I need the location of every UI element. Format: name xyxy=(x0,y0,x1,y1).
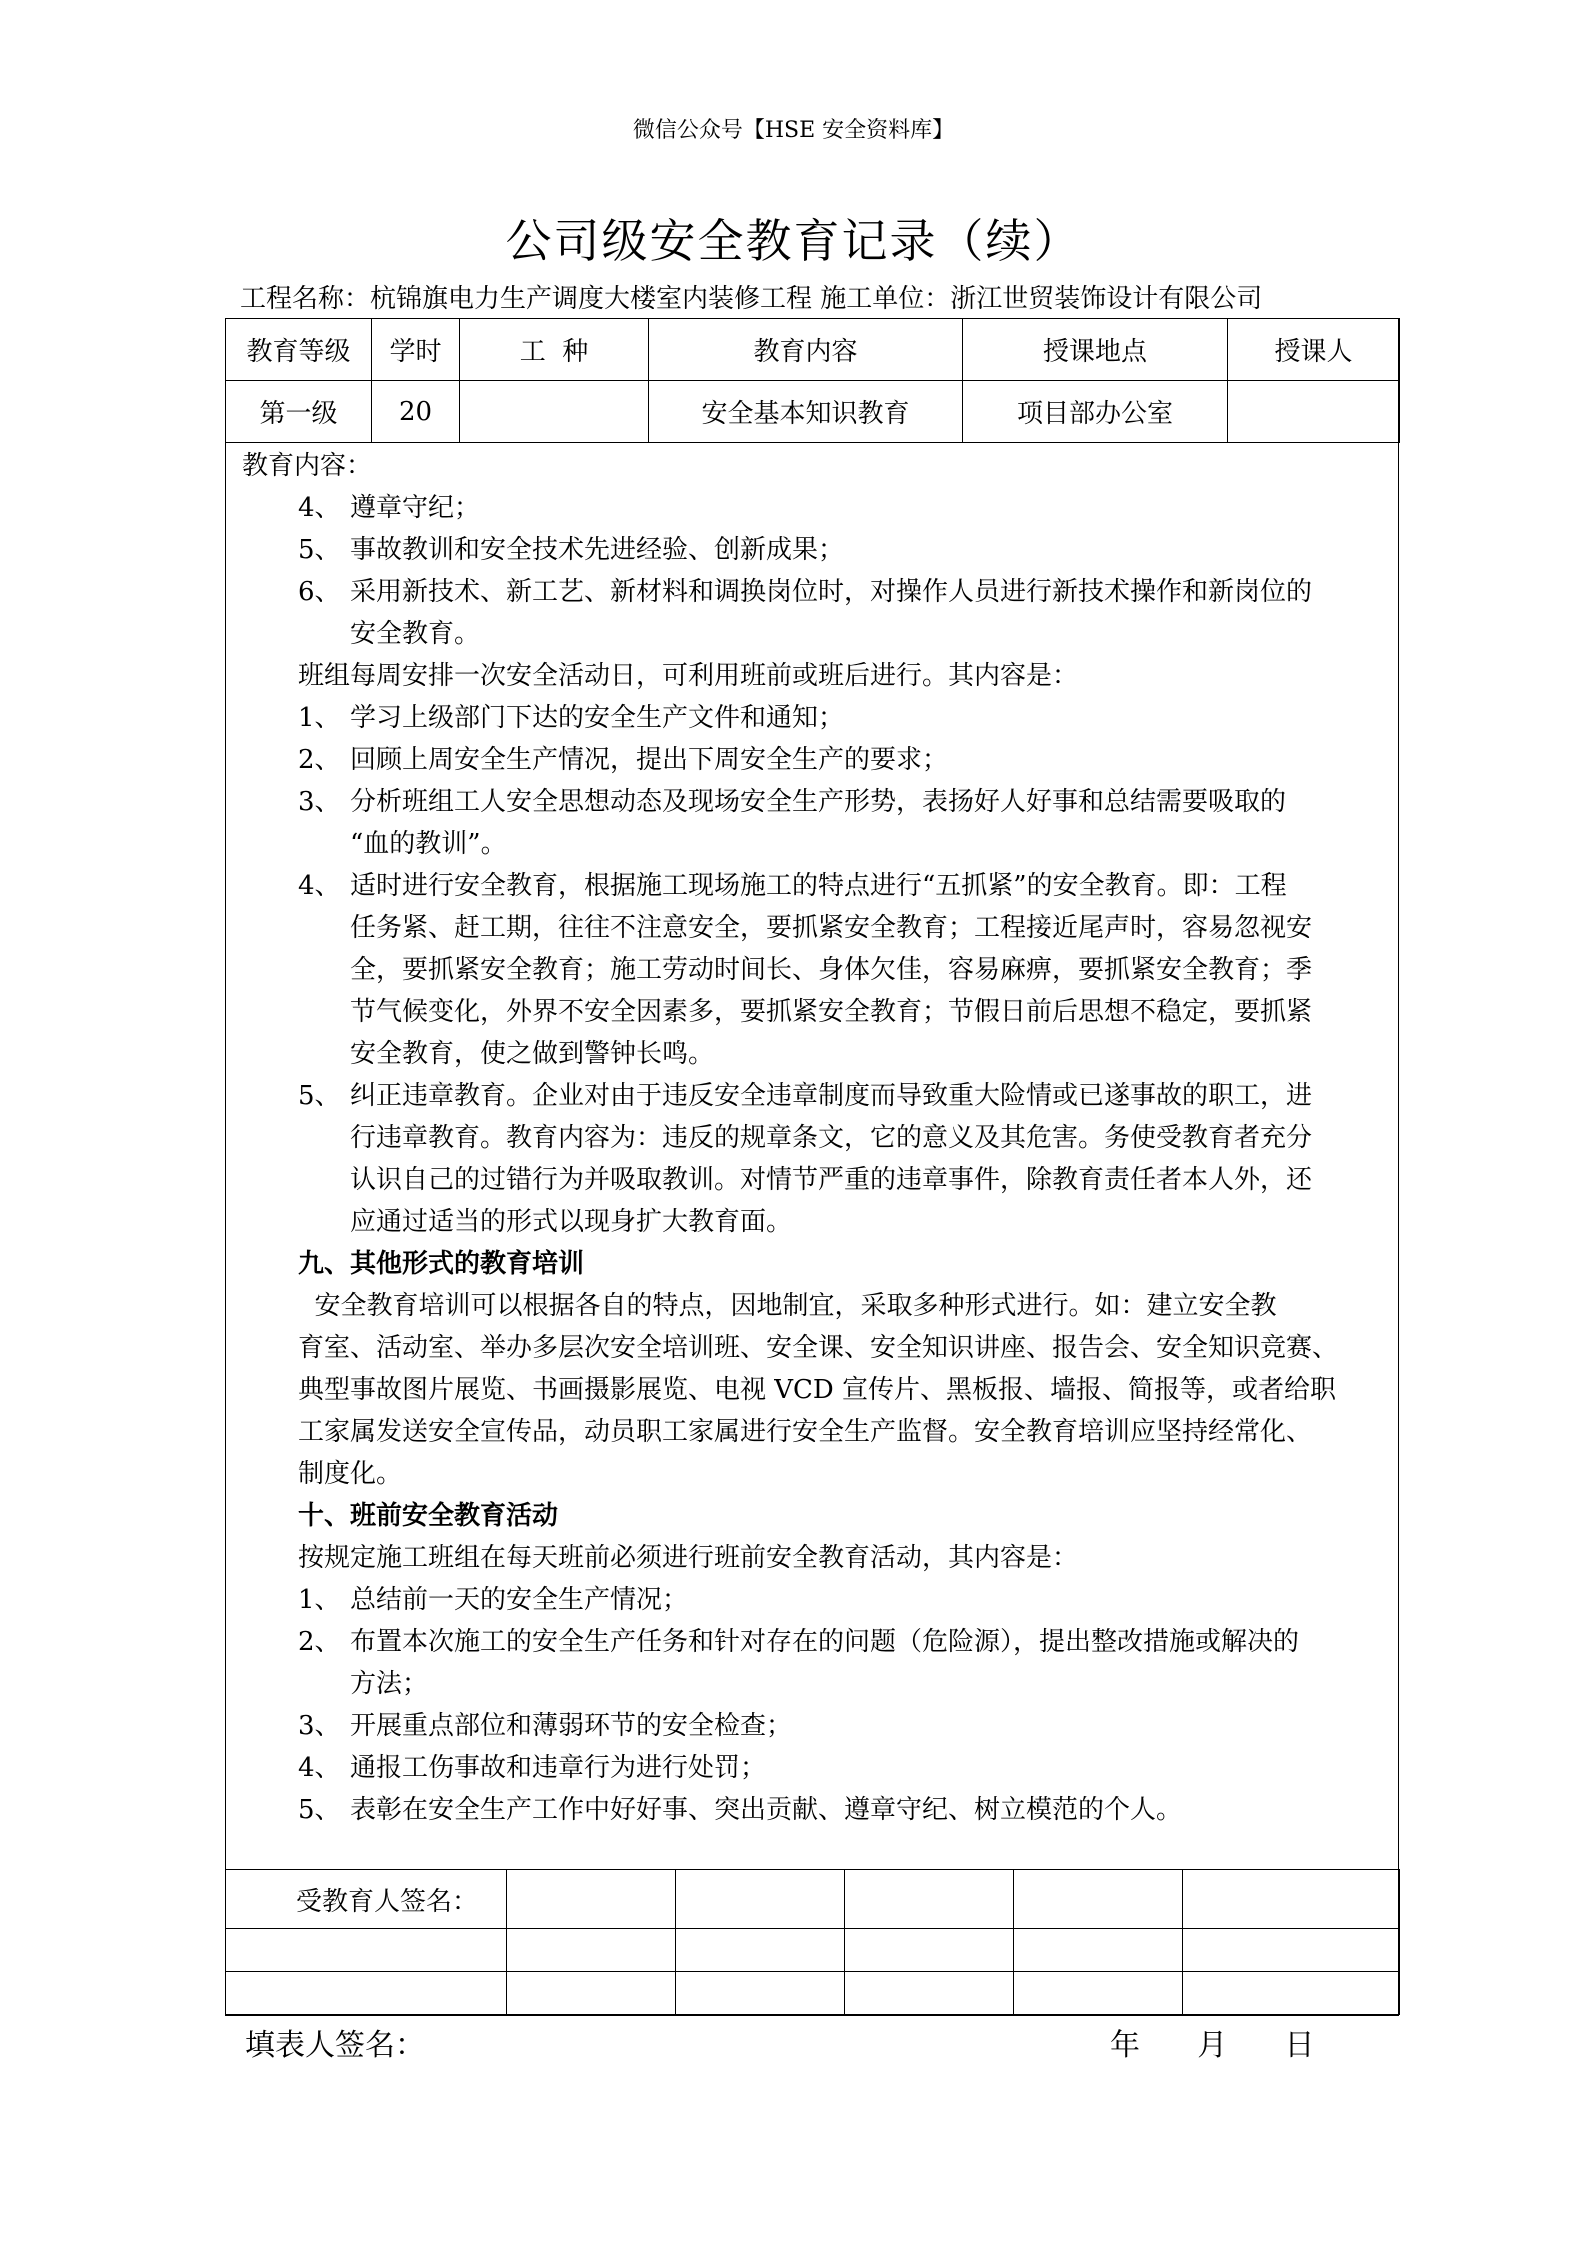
item-number: 2、 xyxy=(298,745,341,775)
header-cell: 教育内容 xyxy=(649,319,963,381)
item-text xyxy=(350,1747,1385,1789)
list-item xyxy=(240,1579,1385,1621)
item-line: 开展重点部位和薄弱环节的安全检查； xyxy=(350,1711,793,1741)
item-number: 5、 xyxy=(298,535,341,565)
item-text xyxy=(350,1705,1385,1747)
list-item xyxy=(240,1789,1385,1831)
header-cell: 工 种 xyxy=(460,319,649,381)
item-line: 应通过适当的形式以现身扩大教育面。 xyxy=(350,1207,793,1237)
item-number: 3、 xyxy=(298,1711,341,1741)
section10-title: 十、班前安全教育活动 xyxy=(298,1501,559,1531)
signature-cell[interactable] xyxy=(226,1972,507,2015)
signature-table xyxy=(225,1869,1400,2015)
signature-cell[interactable] xyxy=(507,1972,676,2015)
paragraph-line: 工家属发送安全宣传品，动员职工家属进行安全生产监督。安全教育培训应坚持经常化、 xyxy=(298,1417,1313,1447)
list-item xyxy=(240,865,1385,1075)
table-cell-content: 安全基本知识教育 xyxy=(649,381,963,443)
item-number: 4、 xyxy=(298,1753,341,1783)
item-line: 节气候变化，外界不安全因素多，要抓紧安全教育；节假日前后思想不稳定，要抓紧 xyxy=(350,997,1313,1027)
date-year: 年 xyxy=(1110,2028,1140,2063)
section9-title: 九、其他形式的教育培训 xyxy=(298,1249,585,1279)
watermark: 微信公众号【HSE 安全资料库】 xyxy=(632,118,955,143)
item-list-a xyxy=(240,487,1385,655)
signature-cell[interactable] xyxy=(1183,1870,1400,1929)
signature-cell[interactable] xyxy=(676,1929,845,1972)
section9-body xyxy=(240,1285,1385,1495)
content-label: 教育内容： xyxy=(242,451,373,481)
paragraph-line: 制度化。 xyxy=(298,1459,403,1489)
item-line: 布置本次施工的安全生产任务和针对存在的问题（危险源），提出整改措施或解决的 xyxy=(350,1627,1300,1657)
item-line: 行违章教育。教育内容为：违反的规章条文，它的意义及其危害。务使受教育者充分 xyxy=(350,1123,1313,1153)
education-content xyxy=(240,445,1385,1831)
item-line: 适时进行安全教育，根据施工现场施工的特点进行“五抓紧”的安全教育。即：工程 xyxy=(350,871,1287,901)
item-line: “血的教训”。 xyxy=(350,829,507,859)
table-cell-level: 第一级 xyxy=(226,381,372,443)
signature-cell[interactable] xyxy=(507,1870,676,1929)
table-cell-lecturer[interactable] xyxy=(1228,381,1400,443)
item-number: 5、 xyxy=(298,1081,341,1111)
table-row xyxy=(226,381,1400,443)
date-fields xyxy=(1110,2020,1314,2064)
header-cell: 授课人 xyxy=(1228,319,1400,381)
signature-cell[interactable] xyxy=(1183,1972,1400,2015)
signature-cell[interactable] xyxy=(845,1972,1014,2015)
list-item xyxy=(240,781,1385,865)
item-line: 分析班组工人安全思想动态及现场安全生产形势，表扬好人好事和总结需要吸取的 xyxy=(350,787,1287,817)
item-line: 学习上级部门下达的安全生产文件和通知； xyxy=(350,703,845,733)
list-item xyxy=(240,697,1385,739)
signature-cell[interactable] xyxy=(676,1972,845,2015)
item-list-b xyxy=(240,697,1385,1243)
item-line: 纠正违章教育。企业对由于违反安全违章制度而导致重大险情或已遂事故的职工，进 xyxy=(350,1081,1313,1111)
item-text xyxy=(350,739,1385,781)
item-number: 6、 xyxy=(298,577,341,607)
item-text xyxy=(350,1075,1385,1243)
item-line: 表彰在安全生产工作中好好事、突出贡献、遵章守纪、树立模范的个人。 xyxy=(350,1795,1183,1825)
item-line: 安全教育，使之做到警钟长鸣。 xyxy=(350,1039,715,1069)
info-table xyxy=(225,318,1400,443)
item-line: 全，要抓紧安全教育；施工劳动时间长、身体欠佳，容易麻痹，要抓紧安全教育；季 xyxy=(350,955,1313,985)
list-item xyxy=(240,487,1385,529)
item-text xyxy=(350,781,1385,865)
filler-signature-label: 填表人签名： xyxy=(245,2028,425,2063)
list-item xyxy=(240,739,1385,781)
item-text xyxy=(350,865,1385,1075)
page-title: 公司级安全教育记录（续） xyxy=(505,214,1082,268)
paragraph-line: 育室、活动室、举办多层次安全培训班、安全课、安全知识讲座、报告会、安全知识竞赛、 xyxy=(298,1333,1339,1363)
item-number: 4、 xyxy=(298,493,341,523)
paragraph-line: 安全教育培训可以根据各自的特点，因地制宜，采取多种形式进行。如：建立安全教 xyxy=(298,1291,1277,1321)
item-line: 采用新技术、新工艺、新材料和调换岗位时，对操作人员进行新技术操作和新岗位的 xyxy=(350,577,1313,607)
list-item xyxy=(240,529,1385,571)
table-cell-hours: 20 xyxy=(372,381,460,443)
signature-cell[interactable] xyxy=(676,1870,845,1929)
item-line: 回顾上周安全生产情况，提出下周安全生产的要求； xyxy=(350,745,949,775)
item-text xyxy=(350,1621,1385,1705)
date-month: 月 xyxy=(1197,2028,1228,2063)
item-line: 方法； xyxy=(350,1669,429,1699)
table-header-row xyxy=(226,319,1400,381)
item-line: 总结前一天的安全生产情况； xyxy=(350,1585,689,1615)
item-text xyxy=(350,487,1385,529)
item-number: 1、 xyxy=(298,1585,341,1615)
list-item xyxy=(240,1705,1385,1747)
header-cell: 学时 xyxy=(372,319,460,381)
item-text xyxy=(350,1789,1385,1831)
signature-cell[interactable] xyxy=(845,1929,1014,1972)
item-text xyxy=(350,1579,1385,1621)
signature-cell[interactable] xyxy=(1014,1929,1183,1972)
item-text xyxy=(350,571,1385,655)
signature-cell[interactable] xyxy=(845,1870,1014,1929)
team-intro: 班组每周安排一次安全活动日，可利用班前或班后进行。其内容是： xyxy=(298,661,1079,691)
item-list-c xyxy=(240,1579,1385,1831)
table-cell-location: 项目部办公室 xyxy=(963,381,1228,443)
list-item xyxy=(240,1075,1385,1243)
table-cell-trade[interactable] xyxy=(460,381,649,443)
header-cell: 教育等级 xyxy=(226,319,372,381)
item-line: 任务紧、赶工期，往往不注意安全，要抓紧安全教育；工程接近尾声时，容易忽视安 xyxy=(350,913,1313,943)
section10-intro: 按规定施工班组在每天班前必须进行班前安全教育活动，其内容是： xyxy=(298,1543,1079,1573)
signature-cell[interactable] xyxy=(1014,1972,1183,2015)
signature-label: 受教育人签名： xyxy=(226,1870,507,1929)
item-number: 5、 xyxy=(298,1795,341,1825)
item-line: 事故教训和安全技术先进经验、创新成果； xyxy=(350,535,845,565)
item-text xyxy=(350,529,1385,571)
item-number: 1、 xyxy=(298,703,341,733)
item-line: 安全教育。 xyxy=(350,619,481,649)
item-number: 3、 xyxy=(298,787,341,817)
signature-cell[interactable] xyxy=(1183,1929,1400,1972)
signature-cell[interactable] xyxy=(507,1929,676,1972)
signature-cell[interactable] xyxy=(1014,1870,1183,1929)
paragraph-line: 典型事故图片展览、书画摄影展览、电视 VCD 宣传片、黑板报、墙报、简报等，或者给职 xyxy=(298,1375,1337,1405)
signature-cell[interactable] xyxy=(226,1929,507,1972)
item-number: 2、 xyxy=(298,1627,341,1657)
date-day: 日 xyxy=(1284,2028,1315,2063)
list-item xyxy=(240,571,1385,655)
item-line: 遵章守纪； xyxy=(350,493,481,523)
project-info-line: 工程名称：杭锦旗电力生产调度大楼室内装修工程 施工单位：浙江世贸装饰设计有限公司 xyxy=(240,284,1263,314)
item-text xyxy=(350,697,1385,739)
header-cell: 授课地点 xyxy=(963,319,1228,381)
item-line: 通报工伤事故和违章行为进行处罚； xyxy=(350,1753,767,1783)
item-line: 认识自己的过错行为并吸取教训。对情节严重的违章事件，除教育责任者本人外，还 xyxy=(350,1165,1313,1195)
list-item xyxy=(240,1621,1385,1705)
list-item xyxy=(240,1747,1385,1789)
item-number: 4、 xyxy=(298,871,341,901)
